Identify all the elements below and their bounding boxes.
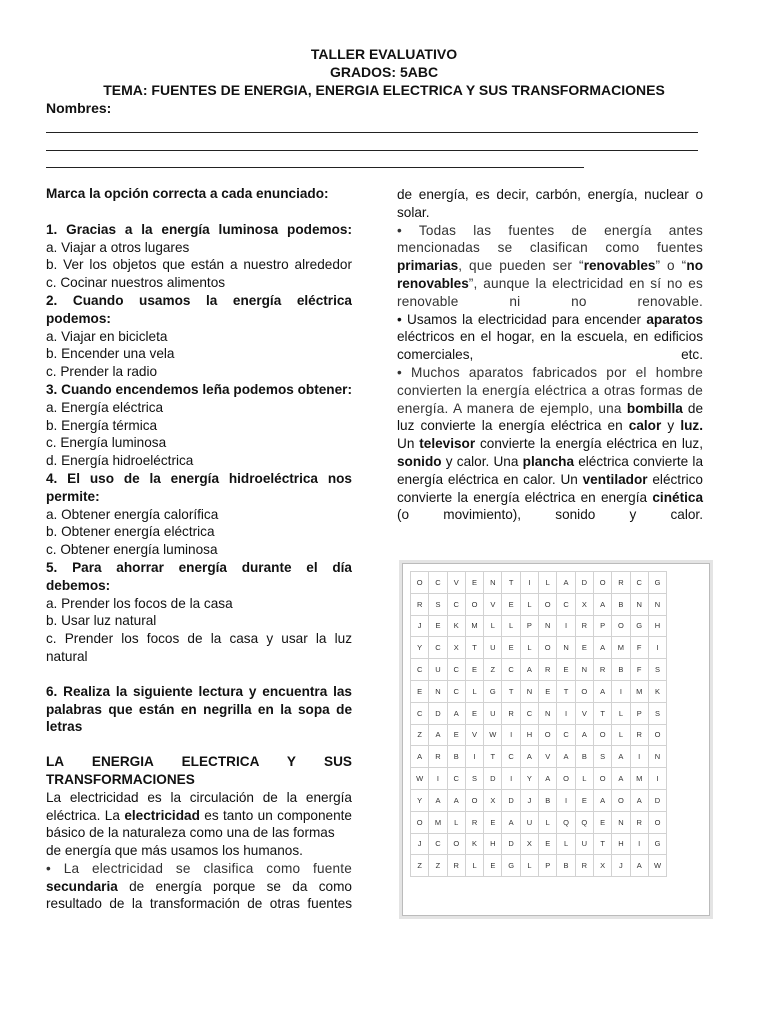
- grid-letter[interactable]: L: [465, 680, 483, 702]
- grid-letter[interactable]: L: [612, 724, 630, 746]
- grid-letter[interactable]: L: [575, 768, 593, 790]
- grid-letter[interactable]: O: [648, 724, 666, 746]
- grid-letter[interactable]: C: [447, 659, 465, 681]
- grid-letter[interactable]: E: [539, 833, 557, 855]
- grid-letter[interactable]: L: [484, 615, 502, 637]
- grid-letter[interactable]: R: [612, 572, 630, 594]
- grid-letter[interactable]: T: [557, 680, 575, 702]
- question-3: 3. Cuando encendemos leña podemos obtener:: [46, 381, 352, 397]
- grid-row: [411, 724, 667, 746]
- word-search-grid: [410, 571, 667, 877]
- grid-letter[interactable]: C: [557, 593, 575, 615]
- grid-letter[interactable]: C: [429, 637, 447, 659]
- grid-letter[interactable]: L: [557, 833, 575, 855]
- grid-letter[interactable]: S: [465, 768, 483, 790]
- grid-letter[interactable]: A: [593, 593, 611, 615]
- grid-letter[interactable]: Z: [429, 855, 447, 877]
- bold-word: televisor: [419, 436, 476, 452]
- grid-letter[interactable]: S: [429, 593, 447, 615]
- grid-letter[interactable]: N: [429, 680, 447, 702]
- grid-letter[interactable]: I: [502, 724, 520, 746]
- grid-letter[interactable]: N: [539, 702, 557, 724]
- answer-option: a. Energía eléctrica: [46, 399, 164, 415]
- grid-letter[interactable]: A: [520, 659, 538, 681]
- answer-option: c. Prender la radio: [46, 364, 158, 380]
- grid-letter[interactable]: A: [429, 789, 447, 811]
- grid-letter[interactable]: J: [520, 789, 538, 811]
- bold-word: electricidad: [124, 807, 200, 823]
- grid-letter[interactable]: X: [484, 789, 502, 811]
- right-column: [397, 186, 703, 524]
- reading-paragraph-1-cont: básico de la naturaleza como una de las formas de energía que más usamos los humanos.: [46, 825, 335, 859]
- names-label: Nombres:: [46, 100, 112, 116]
- grid-letter[interactable]: N: [520, 680, 538, 702]
- grid-letter[interactable]: D: [575, 572, 593, 594]
- question-2: 2. Cuando usamos la energía eléctrica podemos:: [46, 292, 352, 326]
- name-line-1: [46, 132, 698, 133]
- grid-row: [411, 680, 667, 702]
- grid-letter[interactable]: A: [539, 768, 557, 790]
- grid-letter[interactable]: A: [429, 724, 447, 746]
- grid-letter[interactable]: E: [447, 724, 465, 746]
- grid-letter[interactable]: O: [575, 680, 593, 702]
- grid-letter[interactable]: C: [447, 593, 465, 615]
- grid-letter[interactable]: O: [593, 572, 611, 594]
- bold-word: secundaria: [46, 878, 118, 894]
- grid-letter[interactable]: N: [648, 746, 666, 768]
- grid-letter[interactable]: D: [429, 702, 447, 724]
- grid-letter[interactable]: O: [612, 615, 630, 637]
- grid-letter[interactable]: M: [630, 768, 648, 790]
- grid-letter[interactable]: E: [429, 615, 447, 637]
- grid-letter[interactable]: H: [648, 615, 666, 637]
- grid-row: [411, 833, 667, 855]
- grid-letter[interactable]: L: [520, 855, 538, 877]
- answer-option: c. Energía luminosa: [46, 435, 167, 451]
- grid-letter[interactable]: I: [557, 615, 575, 637]
- grid-letter[interactable]: A: [447, 789, 465, 811]
- grid-letter[interactable]: C: [429, 833, 447, 855]
- grid-letter[interactable]: A: [612, 746, 630, 768]
- grid-letter[interactable]: U: [484, 702, 502, 724]
- grid-letter[interactable]: H: [612, 833, 630, 855]
- grid-letter[interactable]: E: [484, 811, 502, 833]
- grid-letter[interactable]: B: [447, 746, 465, 768]
- grid-letter[interactable]: A: [520, 746, 538, 768]
- reading-title: LA ENERGIA ELECTRICA Y SUS TRANSFORMACIONES: [46, 754, 352, 787]
- grid-letter[interactable]: C: [447, 680, 465, 702]
- grid-letter[interactable]: I: [648, 637, 666, 659]
- grid-letter[interactable]: T: [465, 637, 483, 659]
- reading-paragraph-1: La electricidad es la circulación de la energía eléctrica. La electricidad es tanto un componente: [46, 789, 352, 823]
- grid-letter[interactable]: B: [557, 855, 575, 877]
- grid-row: [411, 659, 667, 681]
- grid-letter[interactable]: E: [575, 789, 593, 811]
- grid-letter[interactable]: N: [557, 637, 575, 659]
- grid-letter[interactable]: E: [593, 811, 611, 833]
- grid-letter[interactable]: B: [575, 746, 593, 768]
- grid-letter[interactable]: E: [502, 637, 520, 659]
- grid-letter[interactable]: U: [429, 659, 447, 681]
- grid-letter[interactable]: L: [502, 615, 520, 637]
- answer-option: b. Encender una vela: [46, 346, 175, 362]
- grid-letter[interactable]: O: [593, 768, 611, 790]
- grid-letter[interactable]: A: [447, 702, 465, 724]
- grid-letter[interactable]: P: [630, 702, 648, 724]
- grid-letter[interactable]: O: [557, 768, 575, 790]
- name-line-2: [46, 150, 698, 151]
- grid-letter[interactable]: D: [648, 789, 666, 811]
- worksheet-title: TALLER EVALUATIVO: [310, 46, 458, 62]
- bold-word: aparatos: [646, 311, 703, 327]
- grid-letter[interactable]: Y: [411, 637, 429, 659]
- grid-letter[interactable]: Y: [520, 768, 538, 790]
- bold-word: calor: [628, 418, 662, 434]
- grid-row: [411, 789, 667, 811]
- grid-letter[interactable]: A: [630, 855, 648, 877]
- grid-row: [411, 593, 667, 615]
- grid-letter[interactable]: C: [520, 702, 538, 724]
- answer-option: b. Obtener energía eléctrica: [46, 524, 215, 540]
- grid-letter[interactable]: G: [484, 680, 502, 702]
- grid-letter[interactable]: I: [520, 572, 538, 594]
- grid-letter[interactable]: C: [502, 659, 520, 681]
- grid-letter[interactable]: S: [648, 702, 666, 724]
- grid-letter[interactable]: R: [575, 615, 593, 637]
- grid-letter[interactable]: T: [484, 746, 502, 768]
- reading-paragraph-3: • Todas las fuentes de energía antes mencionadas se clasifican como fuentes primarias, que pueden ser “renovables” o “no renovables”, aunque la electricidad en sí no es renovable ni no renovable.: [397, 222, 704, 309]
- grid-letter[interactable]: T: [593, 702, 611, 724]
- grid-row: [411, 615, 667, 637]
- grid-letter[interactable]: R: [502, 702, 520, 724]
- grid-letter[interactable]: O: [411, 572, 429, 594]
- grid-letter[interactable]: L: [520, 637, 538, 659]
- reading-paragraph-2: • La electricidad se clasifica como fuente secundaria de energía porque se da como resultado de la transformación de otras fuentes: [46, 860, 352, 912]
- grid-letter[interactable]: C: [411, 659, 429, 681]
- grid-row: [411, 746, 667, 768]
- grid-letter[interactable]: Z: [484, 659, 502, 681]
- answer-option: c. Prender los focos de la casa y usar la luz natural: [46, 631, 352, 664]
- grid-letter[interactable]: C: [630, 572, 648, 594]
- grid-letter[interactable]: F: [630, 637, 648, 659]
- bold-word: cinética: [652, 489, 703, 505]
- grid-letter[interactable]: K: [465, 833, 483, 855]
- grid-letter[interactable]: D: [502, 789, 520, 811]
- grid-letter[interactable]: A: [612, 768, 630, 790]
- grid-letter[interactable]: I: [557, 702, 575, 724]
- grid-letter[interactable]: G: [630, 615, 648, 637]
- grid-letter[interactable]: R: [429, 746, 447, 768]
- grid-letter[interactable]: O: [539, 593, 557, 615]
- grid-letter[interactable]: U: [484, 637, 502, 659]
- grid-letter[interactable]: V: [447, 572, 465, 594]
- grid-letter[interactable]: O: [593, 724, 611, 746]
- grid-letter[interactable]: R: [593, 659, 611, 681]
- grid-letter[interactable]: O: [465, 789, 483, 811]
- grid-letter[interactable]: S: [593, 746, 611, 768]
- grid-letter[interactable]: I: [502, 768, 520, 790]
- bold-word: plancha: [522, 453, 575, 469]
- grid-letter[interactable]: R: [630, 724, 648, 746]
- grid-letter[interactable]: C: [429, 572, 447, 594]
- grid-letter[interactable]: A: [630, 789, 648, 811]
- grid-letter[interactable]: I: [648, 768, 666, 790]
- grid-letter[interactable]: O: [465, 593, 483, 615]
- grid-letter[interactable]: X: [593, 855, 611, 877]
- grid-letter[interactable]: D: [502, 833, 520, 855]
- grid-letter[interactable]: N: [484, 572, 502, 594]
- grid-letter[interactable]: A: [593, 637, 611, 659]
- grid-letter[interactable]: T: [502, 680, 520, 702]
- grades-line: GRADOS: 5ABC: [329, 64, 439, 80]
- answer-option: a. Prender los focos de la casa: [46, 595, 233, 611]
- bold-word: ventilador: [582, 471, 648, 487]
- grid-letter[interactable]: I: [630, 746, 648, 768]
- question-5: 5. Para ahorrar energía durante el día debemos:: [46, 559, 352, 593]
- grid-letter[interactable]: J: [411, 833, 429, 855]
- answer-option: b. Usar luz natural: [46, 613, 157, 629]
- grid-letter[interactable]: H: [484, 833, 502, 855]
- grid-letter[interactable]: P: [593, 615, 611, 637]
- grid-row: [411, 855, 667, 877]
- grid-letter[interactable]: W: [484, 724, 502, 746]
- grid-letter[interactable]: J: [411, 615, 429, 637]
- grid-letter[interactable]: M: [429, 811, 447, 833]
- answer-option: a. Viajar en bicicleta: [46, 328, 168, 344]
- grid-letter[interactable]: Q: [557, 811, 575, 833]
- answer-option: b. Ver los objetos que están a nuestro alrededor: [46, 257, 352, 273]
- reading-paragraph-2-cont: de energía, es decir, carbón, energía, nuclear o solar.: [397, 187, 703, 220]
- grid-letter[interactable]: L: [612, 702, 630, 724]
- answer-option: c. Cocinar nuestros alimentos: [46, 275, 226, 291]
- grid-letter[interactable]: L: [465, 855, 483, 877]
- grid-letter[interactable]: N: [648, 593, 666, 615]
- grid-letter[interactable]: P: [539, 855, 557, 877]
- grid-letter[interactable]: K: [447, 615, 465, 637]
- grid-letter[interactable]: A: [557, 746, 575, 768]
- grid-letter[interactable]: Z: [411, 724, 429, 746]
- grid-row: [411, 637, 667, 659]
- answer-option: c. Obtener energía luminosa: [46, 542, 218, 558]
- grid-letter[interactable]: C: [502, 746, 520, 768]
- grid-letter[interactable]: B: [539, 789, 557, 811]
- grid-letter[interactable]: X: [575, 593, 593, 615]
- grid-letter[interactable]: O: [612, 789, 630, 811]
- grid-letter[interactable]: O: [447, 833, 465, 855]
- grid-letter[interactable]: R: [539, 659, 557, 681]
- grid-letter[interactable]: T: [593, 833, 611, 855]
- grid-letter[interactable]: N: [575, 659, 593, 681]
- grid-letter[interactable]: N: [612, 811, 630, 833]
- word-search-puzzle: [402, 563, 710, 916]
- grid-letter[interactable]: W: [648, 855, 666, 877]
- reading-paragraph-5: • Muchos aparatos fabricados por el hombre convierten la energía eléctrica a otras formas de energía. A manera de ejemplo, una bombilla de luz convierte la energía eléctrica en calor y luz. Un televisor convierte la energía eléctrica en luz, sonido y calor. Una plancha eléctrica convierte la energía eléctrica en calor. Un ventilador eléctrico convierte la energía eléctrica en energía cinética (o movimiento), sonido y calor.: [397, 364, 704, 523]
- grid-letter[interactable]: T: [502, 572, 520, 594]
- reading-paragraph-4: • Usamos la electricidad para encender aparatos eléctricos en el hogar, en la escuela, en edificios comerciales, etc.: [397, 311, 703, 363]
- grid-row: [411, 572, 667, 594]
- grid-letter[interactable]: R: [575, 855, 593, 877]
- grid-letter[interactable]: A: [557, 572, 575, 594]
- question-6: 6. Realiza la siguiente lectura y encuentra las palabras que están en negrilla en la sopa de letras: [46, 683, 352, 735]
- grid-letter[interactable]: V: [465, 724, 483, 746]
- grid-letter[interactable]: U: [575, 833, 593, 855]
- grid-letter[interactable]: B: [612, 593, 630, 615]
- grid-letter[interactable]: E: [557, 659, 575, 681]
- grid-letter[interactable]: G: [648, 572, 666, 594]
- grid-letter[interactable]: N: [630, 593, 648, 615]
- grid-letter[interactable]: G: [648, 833, 666, 855]
- grid-letter[interactable]: R: [630, 811, 648, 833]
- grid-letter[interactable]: O: [539, 637, 557, 659]
- grid-letter[interactable]: S: [648, 659, 666, 681]
- grid-letter[interactable]: N: [539, 615, 557, 637]
- grid-letter[interactable]: H: [520, 724, 538, 746]
- grid-letter[interactable]: A: [593, 680, 611, 702]
- grid-letter[interactable]: L: [539, 572, 557, 594]
- grid-letter[interactable]: X: [520, 833, 538, 855]
- grid-letter[interactable]: L: [539, 811, 557, 833]
- grid-letter[interactable]: M: [612, 637, 630, 659]
- grid-letter[interactable]: D: [484, 768, 502, 790]
- grid-row: [411, 702, 667, 724]
- grid-letter[interactable]: W: [411, 768, 429, 790]
- instructions: Marca la opción correcta a cada enunciado:: [46, 186, 329, 201]
- grid-letter[interactable]: C: [557, 724, 575, 746]
- grid-row: [411, 811, 667, 833]
- grid-letter[interactable]: E: [465, 572, 483, 594]
- grid-letter[interactable]: V: [539, 746, 557, 768]
- grid-letter[interactable]: L: [447, 811, 465, 833]
- grid-letter[interactable]: C: [411, 702, 429, 724]
- grid-letter[interactable]: R: [447, 855, 465, 877]
- grid-letter[interactable]: C: [447, 768, 465, 790]
- left-column: [46, 185, 352, 913]
- grid-letter[interactable]: I: [557, 789, 575, 811]
- grid-letter[interactable]: M: [630, 680, 648, 702]
- grid-letter[interactable]: R: [411, 593, 429, 615]
- grid-letter[interactable]: I: [465, 746, 483, 768]
- topic-line: TEMA: FUENTES DE ENERGIA, ENERGIA ELECTRICA Y SUS TRANSFORMACIONES: [103, 82, 665, 98]
- grid-letter[interactable]: Y: [411, 789, 429, 811]
- grid-letter[interactable]: P: [520, 615, 538, 637]
- bold-word: no renovables: [397, 258, 704, 291]
- grid-row: [411, 768, 667, 790]
- grid-letter[interactable]: O: [539, 724, 557, 746]
- question-1: 1. Gracias a la energía luminosa podemos:: [46, 221, 352, 237]
- grid-letter[interactable]: E: [465, 659, 483, 681]
- questions-list: [46, 221, 352, 666]
- grid-letter[interactable]: A: [593, 789, 611, 811]
- grid-letter[interactable]: K: [648, 680, 666, 702]
- grid-letter[interactable]: V: [575, 702, 593, 724]
- grid-letter[interactable]: A: [411, 746, 429, 768]
- grid-letter[interactable]: F: [630, 659, 648, 681]
- answer-option: a. Viajar a otros lugares: [46, 239, 190, 255]
- grid-letter[interactable]: E: [411, 680, 429, 702]
- question-4: 4. El uso de la energía hidroeléctrica nos permite:: [46, 470, 352, 504]
- grid-letter[interactable]: E: [502, 593, 520, 615]
- answer-option: d. Energía hidroeléctrica: [46, 453, 194, 469]
- bold-word: renovables: [583, 258, 656, 274]
- bold-word: sonido: [397, 453, 442, 469]
- grid-letter[interactable]: U: [520, 811, 538, 833]
- grid-letter[interactable]: G: [502, 855, 520, 877]
- bold-word: luz.: [680, 418, 703, 434]
- grid-letter[interactable]: E: [539, 680, 557, 702]
- grid-letter[interactable]: M: [465, 615, 483, 637]
- grid-letter[interactable]: E: [465, 702, 483, 724]
- grid-letter[interactable]: A: [575, 724, 593, 746]
- grid-letter[interactable]: E: [484, 855, 502, 877]
- grid-letter[interactable]: X: [447, 637, 465, 659]
- grid-letter[interactable]: R: [465, 811, 483, 833]
- grid-letter[interactable]: A: [502, 811, 520, 833]
- bold-word: primarias: [397, 258, 459, 274]
- answer-option: b. Energía térmica: [46, 417, 158, 433]
- grid-letter[interactable]: B: [612, 659, 630, 681]
- grid-letter[interactable]: I: [429, 768, 447, 790]
- grid-letter[interactable]: L: [520, 593, 538, 615]
- grid-letter[interactable]: I: [630, 833, 648, 855]
- grid-letter[interactable]: V: [484, 593, 502, 615]
- grid-letter[interactable]: E: [575, 637, 593, 659]
- grid-letter[interactable]: Z: [411, 855, 429, 877]
- grid-letter[interactable]: Q: [575, 811, 593, 833]
- grid-letter[interactable]: I: [612, 680, 630, 702]
- name-line-3: [46, 167, 584, 168]
- grid-letter[interactable]: O: [648, 811, 666, 833]
- grid-letter[interactable]: J: [612, 855, 630, 877]
- bold-word: bombilla: [626, 400, 683, 416]
- grid-letter[interactable]: O: [411, 811, 429, 833]
- answer-option: a. Obtener energía calorífica: [46, 506, 219, 522]
